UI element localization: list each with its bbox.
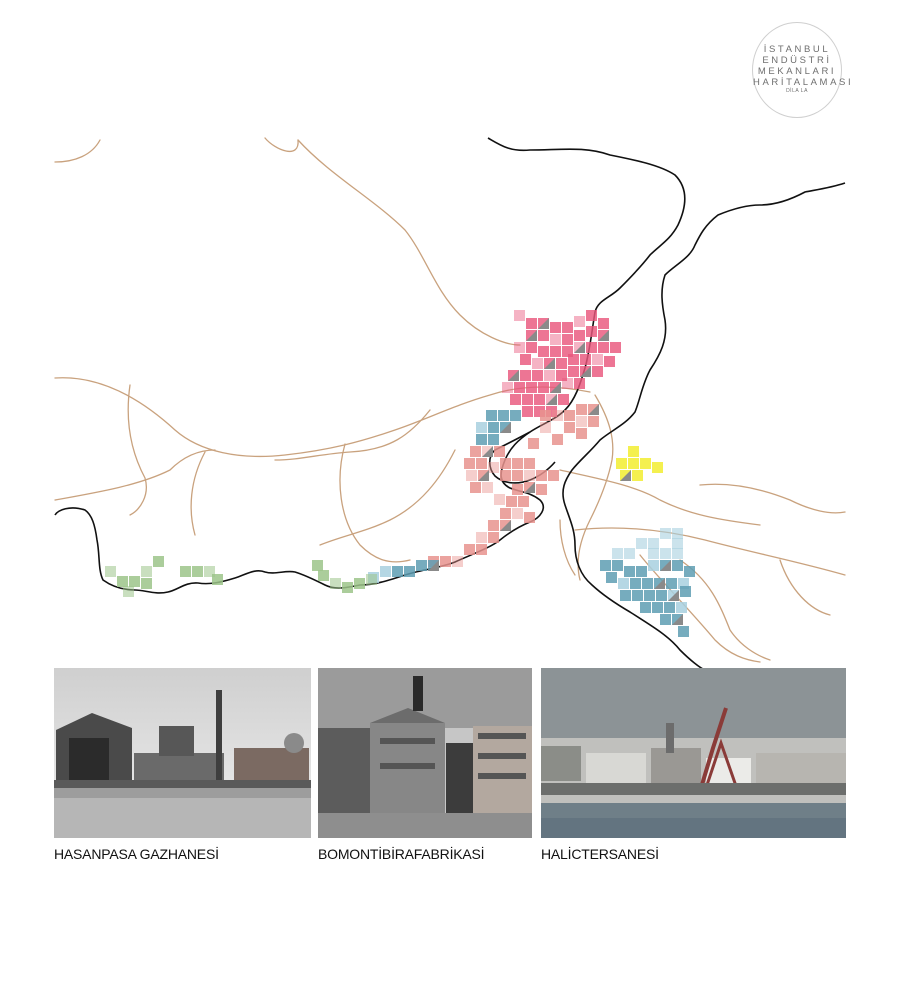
map-grid-cell [568, 366, 579, 377]
industrial-site-clusters [105, 310, 695, 637]
map-grid-cell [180, 566, 191, 577]
logo-line-3: MEKANLARI [757, 66, 837, 77]
map-grid-cell [117, 576, 128, 587]
logo-line-2: ENDÜSTRİ [762, 55, 832, 66]
map-grid-cell [644, 590, 655, 601]
map-grid-cell [604, 356, 615, 367]
map-grid-cell [652, 602, 663, 613]
map-grid-cell [624, 548, 635, 559]
map-grid-cell [466, 470, 477, 481]
map-grid-cell [392, 566, 403, 577]
map-grid-cell [342, 582, 353, 593]
map-grid-cell [464, 544, 475, 555]
map-grid-cell [514, 342, 525, 353]
map-grid-cell [640, 458, 651, 469]
road [700, 484, 845, 513]
map-grid-cell [486, 410, 497, 421]
map-grid-cell [526, 318, 537, 329]
map-grid-cell [464, 458, 475, 469]
map-grid-cell [488, 462, 499, 473]
map-grid-cell [488, 532, 499, 543]
map-grid-cell [123, 586, 134, 597]
map-grid-cell [664, 602, 675, 613]
logo-credit: DİLA LA [786, 88, 808, 94]
map-grid-cell [544, 370, 555, 381]
photo-bomonti-bira-fabrikasi [318, 668, 532, 838]
caption-halic-tersanesi: HALİCTERSANESİ [541, 846, 659, 862]
map-grid-cell [624, 566, 635, 577]
map-grid-cell [640, 602, 651, 613]
map-grid-cell [538, 346, 549, 357]
map-grid-cell [141, 578, 152, 589]
map-grid-cell [500, 470, 511, 481]
map-grid-cell [600, 560, 611, 571]
map-grid-cell [666, 578, 677, 589]
logo-line-4: HARİTALAMASI [753, 77, 854, 88]
map-grid-cell [512, 484, 523, 495]
map-grid-cell [522, 394, 533, 405]
map-grid-cell [141, 566, 152, 577]
map-grid-cell [506, 496, 517, 507]
map-grid-cell [628, 446, 639, 457]
map-grid-cell [684, 566, 695, 577]
map-grid-cell [592, 366, 603, 377]
photo-hasanpasa-gazhanesi [54, 668, 311, 838]
map-grid-cell [510, 410, 521, 421]
map-grid-cell [532, 358, 543, 369]
map-grid-cell [330, 578, 341, 589]
map-grid-cell [630, 578, 641, 589]
map-grid-cell [676, 602, 687, 613]
map-grid-cell [552, 410, 563, 421]
map-grid-cell [612, 548, 623, 559]
map-grid-cell [212, 574, 223, 585]
road [265, 138, 298, 151]
map-grid-cell [574, 378, 585, 389]
map-grid-cell [192, 566, 203, 577]
map-grid-cell [482, 482, 493, 493]
map-grid-cell [636, 566, 647, 577]
map-grid-cell [580, 354, 591, 365]
map-grid-cell [652, 462, 663, 473]
logo-line-1: İSTANBUL [763, 44, 831, 55]
map-grid-cell [556, 358, 567, 369]
map-grid-cell [500, 458, 511, 469]
map-grid-cell [476, 434, 487, 445]
road [55, 140, 100, 162]
road [320, 450, 455, 545]
map-grid-cell [476, 532, 487, 543]
map-grid-cell [538, 330, 549, 341]
map-grid-cell [550, 322, 561, 333]
map-grid-cell [598, 342, 609, 353]
map-grid-cell [416, 560, 427, 571]
map-grid-cell [494, 494, 505, 505]
road-network [55, 138, 845, 662]
map-grid-cell [576, 416, 587, 427]
map-grid-cell [512, 458, 523, 469]
map-grid-cell [550, 346, 561, 357]
map-grid-cell [536, 470, 547, 481]
map-grid-cell [528, 438, 539, 449]
map-grid-cell [494, 446, 505, 457]
map-grid-cell [672, 538, 683, 549]
map-grid-cell [656, 590, 667, 601]
map-grid-cell [470, 482, 481, 493]
map-grid-cell [586, 342, 597, 353]
map-grid-cell [562, 334, 573, 345]
map-grid-cell [648, 548, 659, 559]
map-grid-cell [470, 446, 481, 457]
map-grid-cell [514, 382, 525, 393]
map-grid-cell [526, 382, 537, 393]
map-grid-cell [564, 410, 575, 421]
map-grid-cell [680, 586, 691, 597]
map-grid-cell [312, 560, 323, 571]
map-grid-cell [518, 496, 529, 507]
caption-bomonti-bira-fabrikasi: BOMONTİBİRAFABRİKASİ [318, 846, 485, 862]
map-grid-cell [510, 394, 521, 405]
map-grid-cell [628, 458, 639, 469]
map-grid-cell [520, 354, 531, 365]
map-grid-cell [672, 528, 683, 539]
map-grid-cell [532, 370, 543, 381]
map-grid-cell [550, 334, 561, 345]
coastline [55, 138, 845, 670]
caption-hasanpasa-gazhanesi: HASANPASA GAZHANESİ [54, 846, 219, 862]
map-grid-cell [534, 394, 545, 405]
photo-halic-tersanesi [541, 668, 846, 838]
map-grid-cell [476, 544, 487, 555]
map-grid-cell [588, 416, 599, 427]
map-grid-cell [574, 330, 585, 341]
map-grid-cell [524, 470, 535, 481]
map-grid-cell [598, 318, 609, 329]
map-grid-cell [520, 370, 531, 381]
map-grid-cell [558, 394, 569, 405]
road [560, 470, 760, 525]
road [298, 140, 520, 345]
road [55, 450, 215, 500]
map-grid-cell [488, 520, 499, 531]
map-grid-cell [105, 566, 116, 577]
map-grid-cell [648, 538, 659, 549]
bosphorus-east-shore [563, 183, 845, 670]
bosphorus-west-shore [55, 138, 685, 593]
map-grid-cell [129, 576, 140, 587]
map-grid-cell [592, 354, 603, 365]
map-grid-cell [452, 556, 463, 567]
road [275, 410, 430, 460]
map-grid-cell [522, 406, 533, 417]
map-grid-cell [538, 382, 549, 393]
map-grid-cell [512, 470, 523, 481]
map-grid-cell [502, 382, 513, 393]
map-grid-cell [576, 428, 587, 439]
map-grid-cell [540, 410, 551, 421]
map-grid-cell [672, 548, 683, 559]
road [340, 444, 410, 562]
map-grid-cell [660, 614, 671, 625]
map-grid-cell [632, 590, 643, 601]
map-grid-cell [632, 470, 643, 481]
map-grid-cell [318, 570, 329, 581]
map-grid-cell [660, 548, 671, 559]
map-grid-cell [354, 578, 365, 589]
map-grid-cell [636, 538, 647, 549]
map-grid-cell [678, 626, 689, 637]
map-grid-cell [488, 434, 499, 445]
map-grid-cell [380, 566, 391, 577]
map-grid-cell [524, 512, 535, 523]
map-grid-cell [606, 572, 617, 583]
map-grid-cell [648, 560, 659, 571]
map-grid-cell [618, 578, 629, 589]
map-grid-cell [476, 458, 487, 469]
map-grid-cell [548, 470, 559, 481]
map-grid-cell [536, 484, 547, 495]
map-grid-cell [576, 404, 587, 415]
map-grid-cell [574, 316, 585, 327]
map-grid-cell [564, 422, 575, 433]
map-grid-cell [512, 508, 523, 519]
map-grid-cell [620, 590, 631, 601]
map-grid-cell [153, 556, 164, 567]
map-grid-cell [526, 342, 537, 353]
map-grid-cell [660, 528, 671, 539]
road [191, 452, 205, 535]
map-grid-cell [524, 458, 535, 469]
map-grid-cell [562, 378, 573, 389]
map-grid-cell [610, 342, 621, 353]
map-grid-cell [616, 458, 627, 469]
map-grid-cell [540, 422, 551, 433]
map-grid-cell [440, 556, 451, 567]
map-grid-cell [366, 574, 377, 585]
map-grid-cell [672, 560, 683, 571]
map-grid-cell [562, 322, 573, 333]
map-grid-cell [500, 508, 511, 519]
map-grid-cell [476, 422, 487, 433]
map-grid-cell [552, 434, 563, 445]
map-grid-cell [586, 310, 597, 321]
map-grid-cell [586, 326, 597, 337]
map-grid-cell [488, 422, 499, 433]
map-grid-cell [612, 560, 623, 571]
map-grid-cell [514, 310, 525, 321]
map-grid-cell [568, 354, 579, 365]
map-grid-cell [642, 578, 653, 589]
map-grid-cell [404, 566, 415, 577]
map-grid-cell [498, 410, 509, 421]
